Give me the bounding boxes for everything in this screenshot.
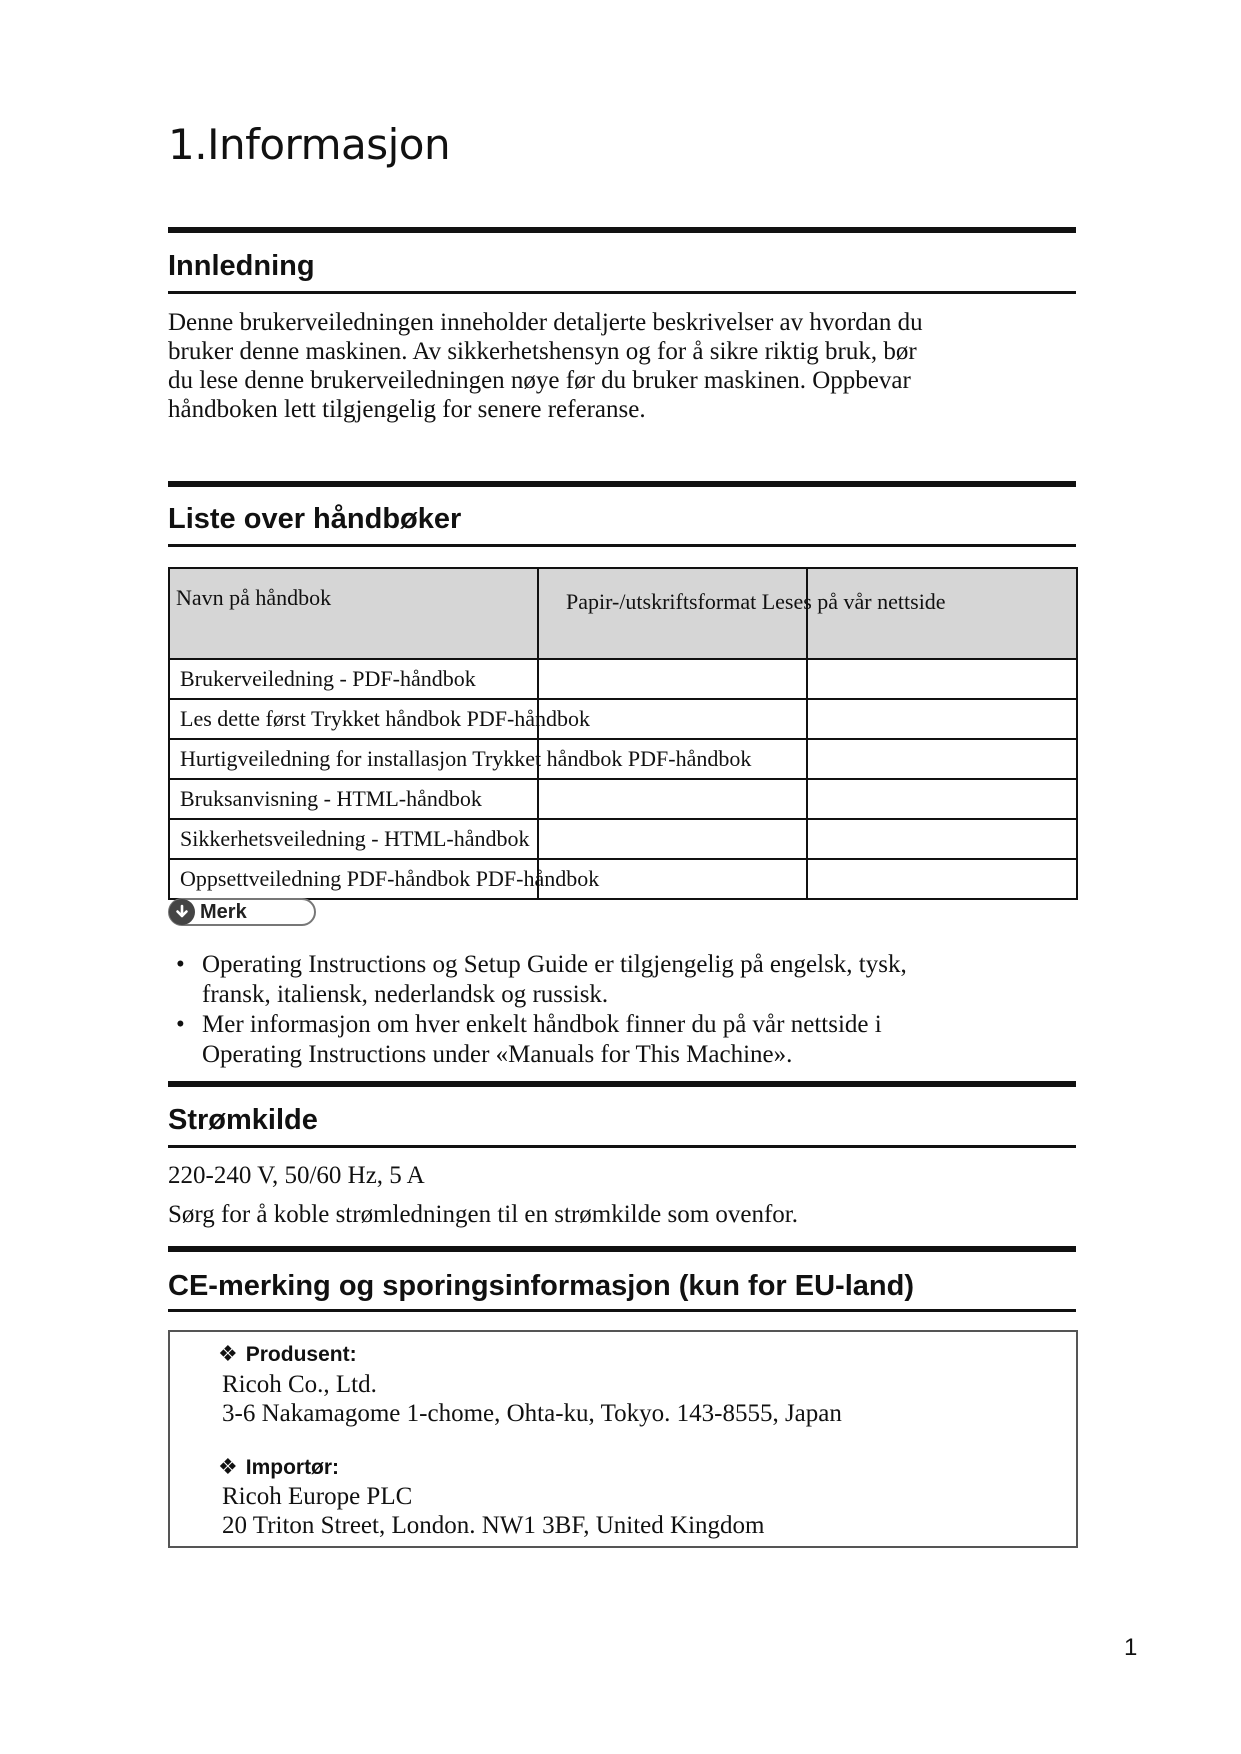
note-badge: [168, 898, 316, 926]
arrow-down-circle-icon: [169, 899, 195, 925]
section-heading-ce: CE-merking og sporingsinformasjon (kun for EU-land): [168, 1270, 914, 1302]
bullet-line: Operating Instructions og Setup Guide er tilgjengelig på engelsk, tysk,: [202, 951, 907, 978]
list-item: [168, 1010, 1076, 1070]
importer-label: ❖ Importør:: [218, 1455, 340, 1480]
website-cell: [807, 859, 1077, 899]
column-header-name: Navn på håndbok: [169, 568, 538, 659]
website-cell: [807, 659, 1077, 699]
section-rule-bottom: [168, 544, 1076, 547]
website-cell: [807, 699, 1077, 739]
address-line: Ricoh Co., Ltd.: [222, 1371, 377, 1398]
section-heading-power: Strømkilde: [168, 1104, 318, 1136]
format-cell: [538, 819, 807, 859]
website-cell: [807, 779, 1077, 819]
section-rule-bottom: [168, 1145, 1076, 1148]
section-rule-bottom: [168, 1309, 1076, 1312]
bullet-line: Mer informasjon om hver enkelt håndbok finner du på vår nettside i: [202, 1011, 882, 1038]
section-heading-intro: Innledning: [168, 250, 315, 282]
section-rule-top: [168, 481, 1076, 487]
ce-info-box: [168, 1330, 1078, 1548]
note-label: Merk: [200, 900, 247, 923]
manual-name-cell: Hurtigveiledning for installasjon Trykket håndbok PDF-håndbok: [169, 739, 538, 779]
manuals-table: [168, 567, 1078, 900]
table-row: [169, 699, 1077, 739]
table-row: [169, 739, 1077, 779]
manual-name-cell: Bruksanvisning - HTML-håndbok: [169, 779, 538, 819]
section-rule-top: [168, 227, 1076, 233]
diamond-bullet-icon: ❖: [218, 1455, 238, 1480]
bullet-icon: •: [176, 951, 185, 978]
manual-name-cell: Oppsettveiledning PDF-håndbok PDF-håndbok: [169, 859, 538, 899]
manual-name-cell: Les dette først Trykket håndbok PDF-håndbok: [169, 699, 538, 739]
table-header-row: [169, 568, 1077, 659]
section-rule-top: [168, 1081, 1076, 1087]
manufacturer-address: [222, 1370, 842, 1428]
importer-address: [222, 1482, 764, 1540]
page-number: 1: [1124, 1634, 1138, 1661]
address-line: 3-6 Nakamagome 1-chome, Ohta-ku, Tokyo. 143-8555, Japan: [222, 1400, 842, 1427]
bullet-line: fransk, italiensk, nederlandsk og russisk.: [202, 981, 609, 1008]
bullet-line: Operating Instructions under «Manuals for This Machine».: [202, 1041, 793, 1068]
manual-name-cell: Brukerveiledning - PDF-håndbok: [169, 659, 538, 699]
bullet-icon: •: [176, 1011, 185, 1038]
section-rule-top: [168, 1246, 1076, 1252]
section-rule-bottom: [168, 291, 1076, 294]
intro-line: Denne brukerveiledningen inneholder detaljerte beskrivelser av hvordan du: [168, 309, 923, 336]
note-bullet-list: [168, 950, 1076, 1070]
format-cell: [538, 659, 807, 699]
address-line: 20 Triton Street, London. NW1 3BF, United Kingdom: [222, 1512, 765, 1539]
section-heading-manuals: Liste over håndbøker: [168, 503, 462, 535]
power-spec: 220-240 V, 50/60 Hz, 5 A: [168, 1162, 425, 1189]
website-cell: [807, 819, 1077, 859]
list-item: [168, 950, 1076, 1010]
power-instruction: Sørg for å koble strømledningen til en strømkilde som ovenfor.: [168, 1201, 799, 1228]
table-row: [169, 659, 1077, 699]
column-header-format: Papir-/utskriftsformat Leses på vår nettside: [538, 568, 807, 659]
manufacturer-label: ❖ Produsent:: [218, 1342, 357, 1367]
address-line: Ricoh Europe PLC: [222, 1483, 413, 1510]
table-row: [169, 779, 1077, 819]
format-cell: [538, 779, 807, 819]
intro-paragraph: [168, 308, 1076, 424]
diamond-bullet-icon: ❖: [218, 1342, 238, 1367]
table-row: [169, 819, 1077, 859]
manual-name-cell: Sikkerhetsveiledning - HTML-håndbok: [169, 819, 538, 859]
table-row: [169, 859, 1077, 899]
intro-line: du lese denne brukerveiledningen nøye før du bruker maskinen. Oppbevar: [168, 367, 911, 394]
chapter-title: 1.Informasjon: [168, 120, 451, 169]
intro-line: bruker denne maskinen. Av sikkerhetshensyn og for å sikre riktig bruk, bør: [168, 338, 917, 365]
intro-line: håndboken lett tilgjengelig for senere referanse.: [168, 396, 646, 423]
website-cell: [807, 739, 1077, 779]
